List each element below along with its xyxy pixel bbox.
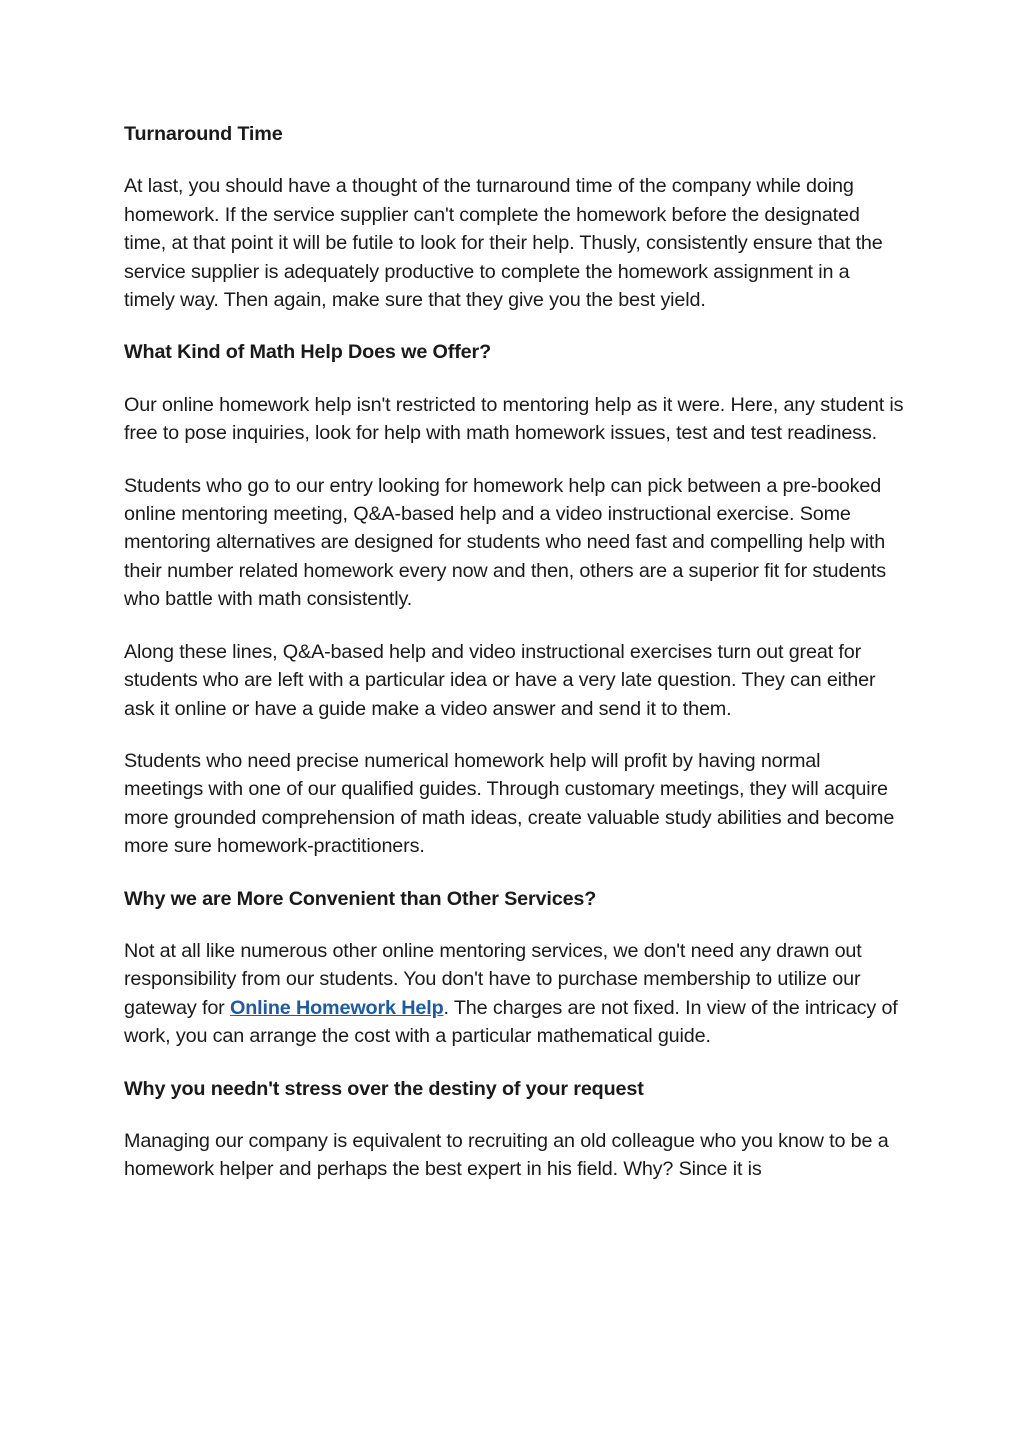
online-homework-help-link[interactable]: Online Homework Help [229, 996, 444, 1019]
heading-destiny: Why you needn't stress over the destiny of your request [124, 1077, 644, 1100]
heading-convenient: Why we are More Convenient than Other Services? [124, 887, 597, 910]
paragraph-convenient-before: Not at all like numerous other online mentoring services, we don't need any drawn out responsibility from our students. You don't have to purchase membership to utilize our gateway for [124, 939, 862, 1019]
paragraph-students-portal: Students who go to our entry looking for homework help can pick between a pre-booked online mentoring meeting, Q&A-based help and a video instructional exercise. Some mentoring alternatives are designed for students who need fast and compelling help with their number related homework every now and then, others are a superior fit for students who battle with math consistently. [124, 474, 886, 611]
heading-math-help: What Kind of Math Help Does we Offer? [124, 341, 492, 364]
paragraph-convenient [124, 937, 904, 1051]
heading-turnaround-time: Turnaround Time [124, 123, 283, 145]
paragraph-convenient-after: . The charges are not fixed. In view of the intricacy of work, you can arrange the cost with a particular mathematical guide. [124, 996, 898, 1048]
paragraph-qa-video: Along these lines, Q&A-based help and video instructional exercises turn out great for students who are left with a particular idea or have a very late question. They can either ask it online or have a guide make a video answer and send it to them. [124, 640, 876, 720]
paragraph-managing: Managing our company is equivalent to recruiting an old colleague who you know to be a homework helper and perhaps the best expert in his field. Why? Since it is [124, 1129, 889, 1181]
paragraph-regular-meetings: Students who need precise numerical homework help will profit by having normal meetings with one of our qualified guides. Through customary meetings, they will acquire more grounded comprehension of math ideas, create valuable study abilities and become more sure homework-practitioners. [124, 749, 895, 858]
paragraph-turnaround: At last, you should have a thought of the turnaround time of the company while doing homework. If the service supplier can't complete the homework before the designated time, at that point it will be futile to look for their help. Thusly, consistently ensure that the service supplier is adequately productive to complete the homework assignment in a timely way. Then again, make sure that they give you the best yield. [124, 175, 883, 312]
document-page [124, 120, 904, 1208]
paragraph-online-help: Our online homework help isn't restricted to mentoring help as it were. Here, any student is free to pose inquiries, look for help with math homework issues, test and test readiness. [124, 393, 904, 445]
